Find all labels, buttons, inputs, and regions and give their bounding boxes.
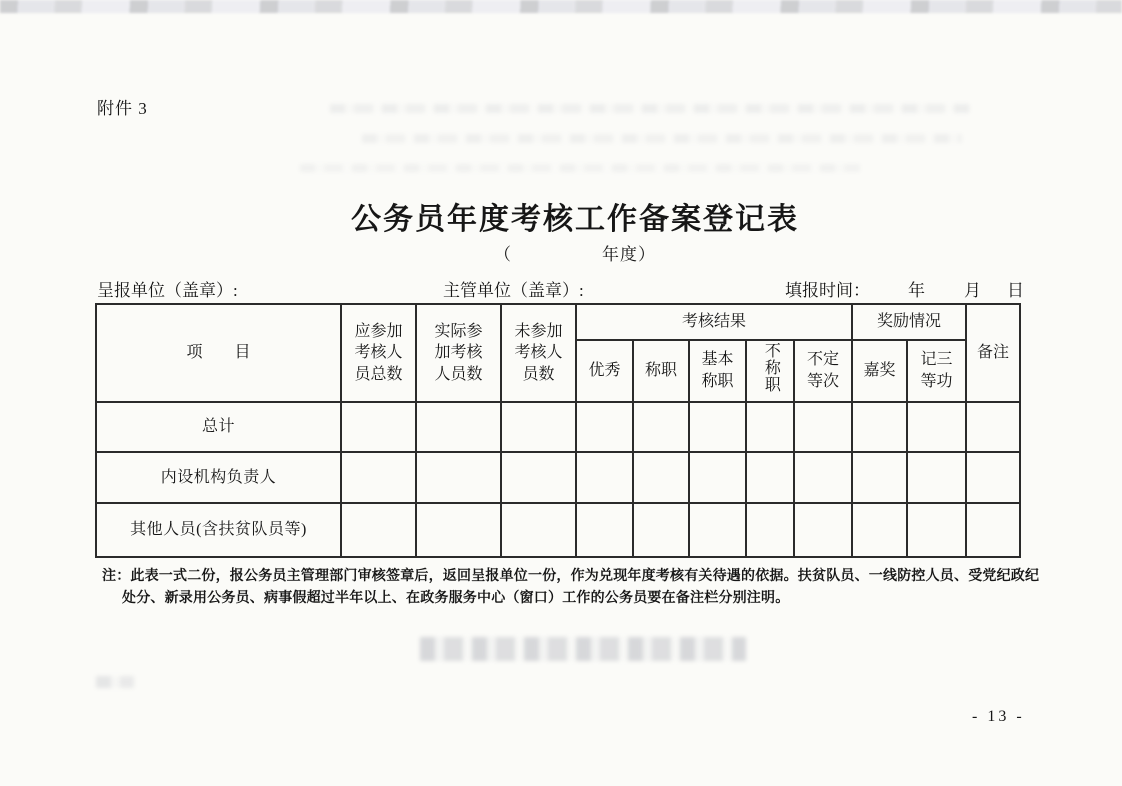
page-number: - 13 - (972, 708, 1025, 725)
footnote-text: 此表一式二份，报公务员主管理部门审核签章后，返回呈报单位一份，作为兑现年度考核有关待遇的依据。扶贫队员、一线防控人员、受党纪政纪 (130, 569, 1040, 584)
table-row-other-personnel (96, 503, 1020, 557)
col-group-assessment-results: 考核结果 (576, 304, 852, 340)
data-cell (501, 402, 576, 452)
data-cell (852, 452, 907, 503)
reporting-unit-label: 呈报单位（盖章）: (97, 281, 238, 300)
col-header-commendation: 嘉奖 (852, 340, 907, 402)
supervising-unit-label: 主管单位（盖章）: (443, 281, 584, 300)
data-cell (689, 402, 746, 452)
attachment-label: 附件 3 (97, 99, 148, 118)
fill-time-label: 填报时间： (785, 281, 870, 300)
data-cell (794, 452, 852, 503)
data-cell (746, 503, 794, 557)
col-group-rewards: 奖励情况 (852, 304, 966, 340)
col-header-no-grade-label: 不定等次 (806, 351, 839, 390)
col-header-remarks: 备注 (966, 304, 1020, 402)
data-cell (907, 402, 966, 452)
data-cell (341, 503, 416, 557)
day-label: 日 (1007, 281, 1024, 300)
footnote-label: 注： (102, 569, 131, 584)
data-cell (341, 452, 416, 503)
data-cell (746, 452, 794, 503)
page-subtitle-year: （ 年度） (494, 245, 656, 264)
col-header-incompetent (746, 340, 794, 402)
data-cell (966, 503, 1020, 557)
col-header-item (96, 304, 341, 402)
col-header-should-attend-label: 应参加考核人员总数 (354, 322, 403, 383)
bleed-through-smudge (420, 637, 746, 661)
col-header-actual-attend (416, 304, 501, 402)
data-cell (576, 452, 633, 503)
bleed-through-smudge (300, 164, 860, 172)
col-header-excellent: 优秀 (576, 340, 633, 402)
data-cell (633, 452, 689, 503)
col-header-not-attend (501, 304, 576, 402)
col-header-item-label: 项 目 (186, 344, 251, 362)
row-label: 总计 (96, 402, 341, 452)
data-cell (794, 402, 852, 452)
bleed-through-smudge (330, 104, 970, 113)
page-title: 公务员年度考核工作备案登记表 (351, 203, 799, 236)
footnote-line-1 (102, 566, 1042, 588)
data-cell (501, 503, 576, 557)
fill-time-group (785, 276, 1024, 301)
data-cell (416, 402, 501, 452)
data-cell (966, 402, 1020, 452)
data-cell (633, 503, 689, 557)
bleed-through-smudge (362, 134, 962, 143)
data-cell (501, 452, 576, 503)
data-cell (576, 402, 633, 452)
col-header-actual-attend-label: 实际参加考核人员数 (434, 322, 483, 383)
col-header-should-attend (341, 304, 416, 402)
year-label: 年 (908, 281, 925, 300)
footnote (102, 566, 1042, 610)
data-cell (746, 402, 794, 452)
col-header-not-attend-label: 未参加考核人员数 (514, 322, 563, 383)
col-header-incompetent-label: 不称职 (762, 342, 780, 394)
row-label: 内设机构负责人 (96, 452, 341, 503)
bleed-through-smudge (96, 676, 134, 688)
data-cell (907, 452, 966, 503)
data-cell (633, 402, 689, 452)
row-label: 其他人员(含扶贫队员等) (96, 503, 341, 557)
col-header-competent: 称职 (633, 340, 689, 402)
col-header-third-class-merit (907, 340, 966, 402)
data-cell (576, 503, 633, 557)
col-header-third-class-merit-label: 记三等功 (920, 351, 953, 390)
scan-edge-artifact (0, 0, 1122, 13)
table-row-total (96, 402, 1020, 452)
data-cell (907, 503, 966, 557)
data-cell (794, 503, 852, 557)
data-cell (416, 452, 501, 503)
registration-table (95, 303, 1021, 558)
month-label: 月 (964, 281, 981, 300)
col-header-basically-competent-label: 基本称职 (701, 351, 734, 390)
data-cell (966, 452, 1020, 503)
data-cell (689, 503, 746, 557)
data-cell (852, 503, 907, 557)
data-cell (689, 452, 746, 503)
col-header-no-grade (794, 340, 852, 402)
data-cell (341, 402, 416, 452)
data-cell (852, 402, 907, 452)
col-header-basically-competent (689, 340, 746, 402)
table-row-internal-leaders (96, 452, 1020, 503)
data-cell (416, 503, 501, 557)
footnote-line-2: 处分、新录用公务员、病事假超过半年以上、在政务服务中心（窗口）工作的公务员要在备注栏分别注明。 (122, 591, 790, 606)
